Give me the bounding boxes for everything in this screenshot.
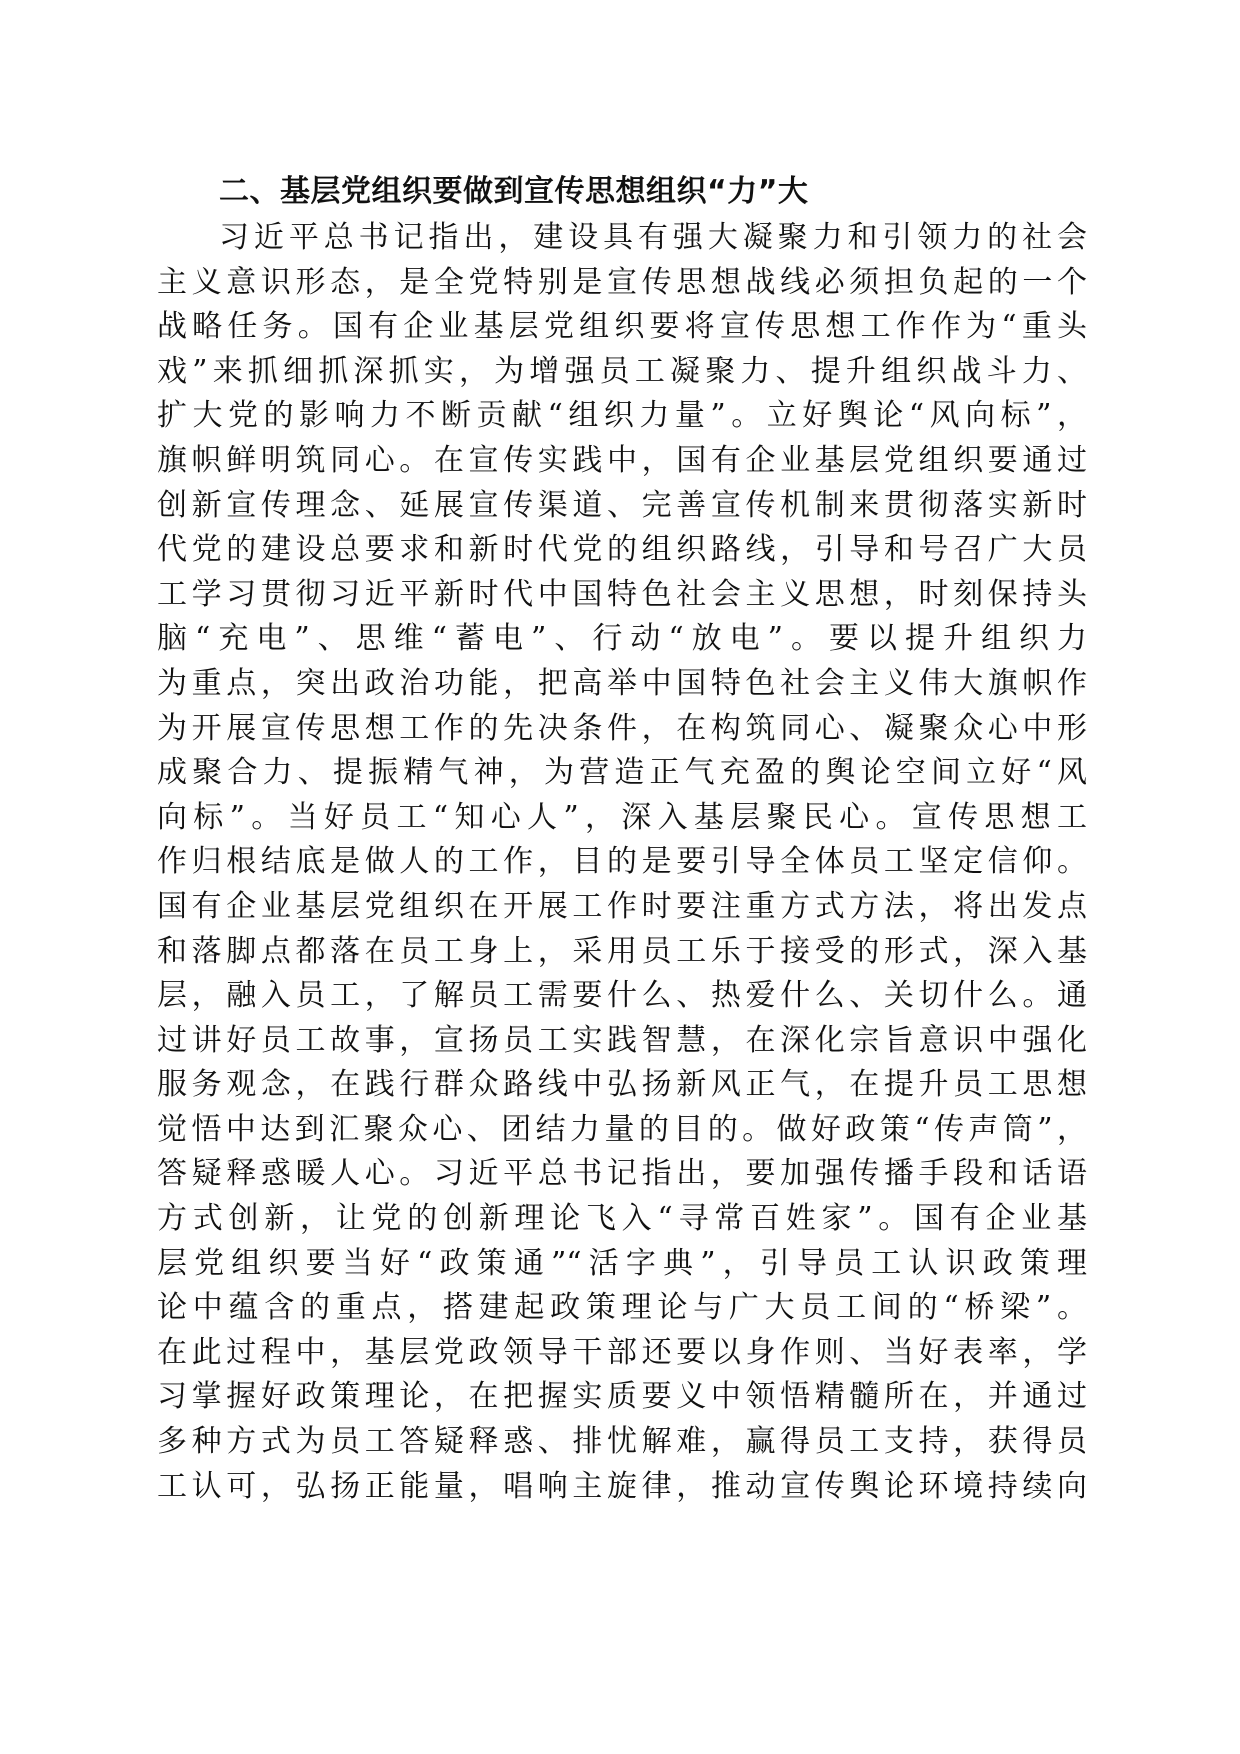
paragraph-line: 和落脚点都落在员工身上，采用员工乐于接受的形式，深入基 <box>157 933 1087 969</box>
body-paragraph <box>157 216 1087 1509</box>
paragraph-line: 多种方式为员工答疑释惑、排忧解难，赢得员工支持，获得员 <box>157 1424 1087 1460</box>
paragraph-line: 习近平总书记指出，建设具有强大凝聚力和引领力的社会 <box>219 220 1087 255</box>
paragraph-line: 主义意识形态，是全党特别是宣传思想战线必须担负起的一个 <box>157 264 1087 300</box>
paragraph-line: 战略任务。国有企业基层党组织要将宣传思想工作作为“重头 <box>157 309 1087 345</box>
paragraph-line: 服务观念，在践行群众路线中弘扬新风正气，在提升员工思想 <box>157 1067 1087 1103</box>
paragraph-line: 层，融入员工，了解员工需要什么、热爱什么、关切什么。通 <box>157 978 1087 1014</box>
paragraph-line: 代党的建设总要求和新时代党的组织路线，引导和号召广大员 <box>157 532 1087 568</box>
paragraph-line: 习掌握好政策理论，在把握实质要义中领悟精髓所在，并通过 <box>157 1379 1087 1415</box>
section-heading: 二、基层党组织要做到宣传思想组织“力”大 <box>219 174 809 209</box>
paragraph-line: 答疑释惑暖人心。习近平总书记指出，要加强传播手段和话语 <box>157 1156 1087 1192</box>
paragraph-line: 创新宣传理念、延展宣传渠道、完善宣传机制来贯彻落实新时 <box>157 487 1087 523</box>
paragraph-line: 作归根结底是做人的工作，目的是要引导全体员工坚定信仰。 <box>157 844 1087 880</box>
paragraph-line: 论中蕴含的重点，搭建起政策理论与广大员工间的“桥梁”。 <box>157 1290 1087 1326</box>
paragraph-line: 为开展宣传思想工作的先决条件，在构筑同心、凝聚众心中形 <box>157 710 1087 746</box>
paragraph-line: 觉悟中达到汇聚众心、团结力量的目的。做好政策“传声筒”， <box>157 1111 1087 1147</box>
paragraph-line: 向标”。当好员工“知心人”，深入基层聚民心。宣传思想工 <box>157 799 1087 835</box>
paragraph-line: 旗帜鲜明筑同心。在宣传实践中，国有企业基层党组织要通过 <box>157 442 1087 478</box>
text-block <box>157 170 1087 1509</box>
paragraph-line: 工认可，弘扬正能量，唱响主旋律，推动宣传舆论环境持续向 <box>157 1468 1087 1504</box>
paragraph-line: 戏”来抓细抓深抓实，为增强员工凝聚力、提升组织战斗力、 <box>157 353 1087 389</box>
paragraph-line: 方式创新，让党的创新理论飞入“寻常百姓家”。国有企业基 <box>157 1201 1087 1237</box>
paragraph-line: 在此过程中，基层党政领导干部还要以身作则、当好表率，学 <box>157 1334 1087 1370</box>
paragraph-line: 成聚合力、提振精气神，为营造正气充盈的舆论空间立好“风 <box>157 755 1087 791</box>
paragraph-line: 脑“充电”、思维“蓄电”、行动“放电”。要以提升组织力 <box>157 621 1087 657</box>
paragraph-line: 过讲好员工故事，宣扬员工实践智慧，在深化宗旨意识中强化 <box>157 1022 1087 1058</box>
paragraph-line: 为重点，突出政治功能，把高举中国特色社会主义伟大旗帜作 <box>157 665 1087 701</box>
paragraph-line: 国有企业基层党组织在开展工作时要注重方式方法，将出发点 <box>157 888 1087 924</box>
paragraph-line: 工学习贯彻习近平新时代中国特色社会主义思想，时刻保持头 <box>157 576 1087 612</box>
paragraph-line: 层党组织要当好“政策通”“活字典”，引导员工认识政策理 <box>157 1245 1087 1281</box>
paragraph-line: 扩大党的影响力不断贡献“组织力量”。立好舆论“风向标”， <box>157 398 1087 434</box>
